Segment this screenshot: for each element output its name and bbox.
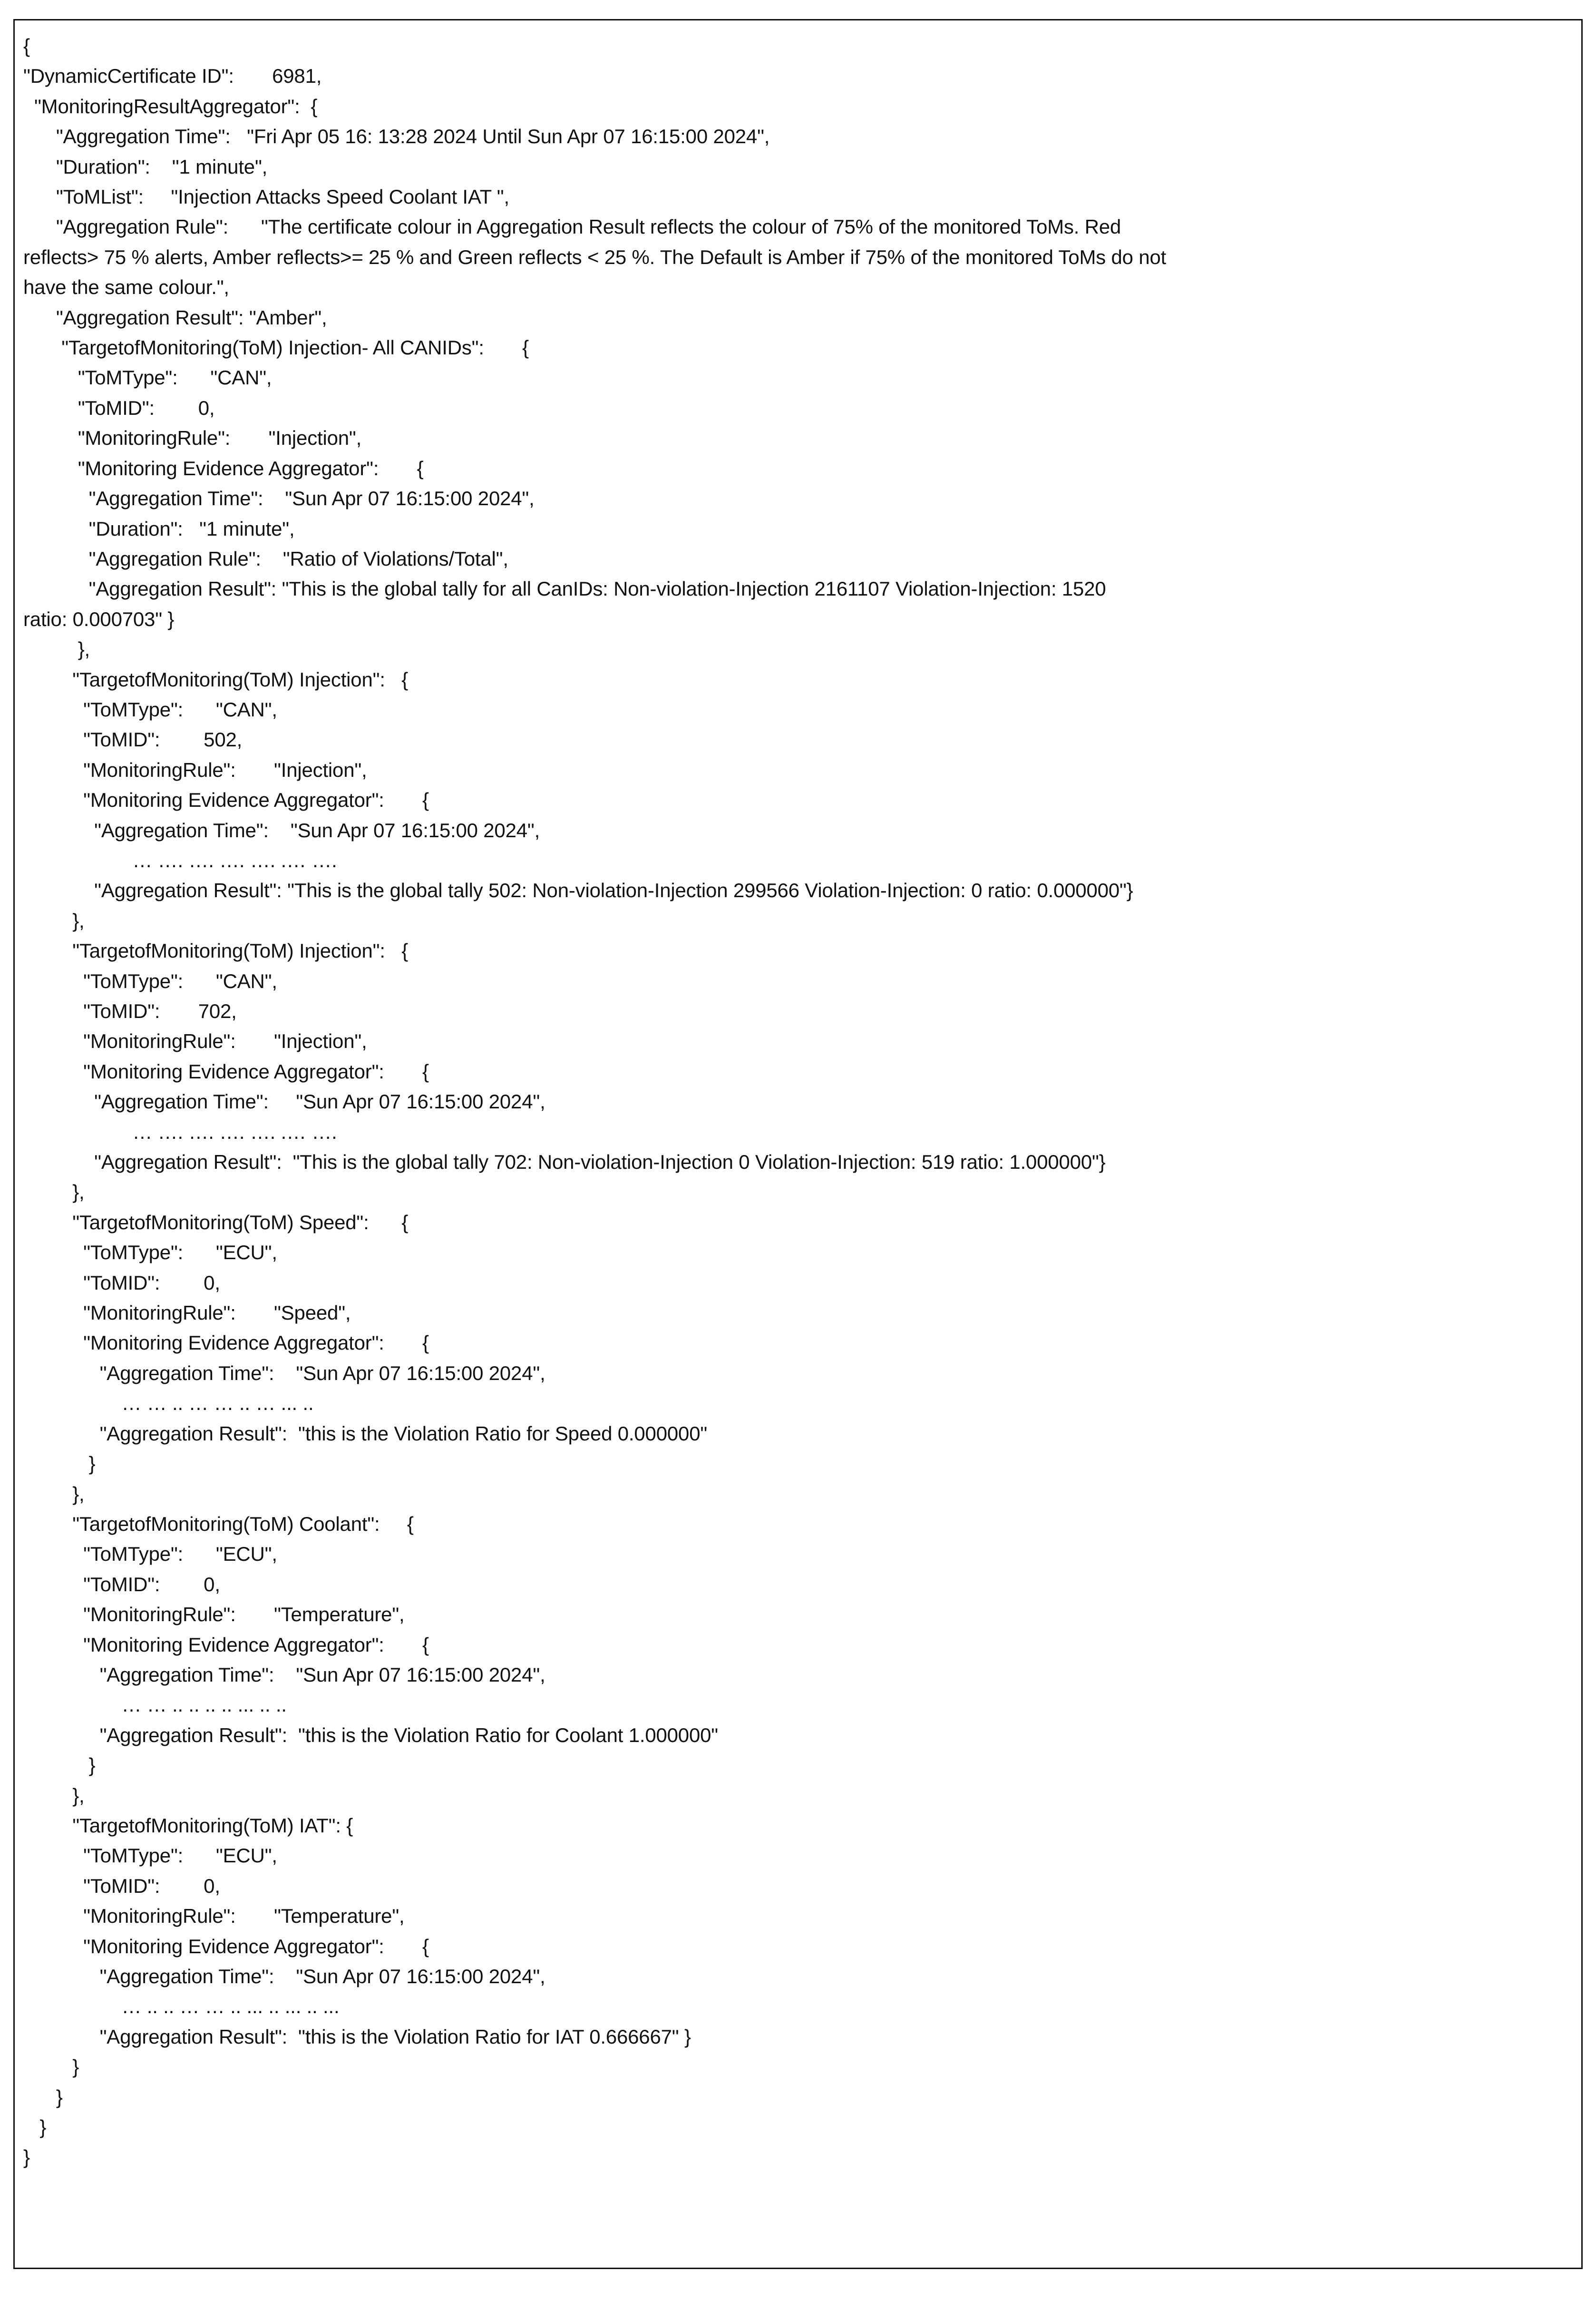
tom-close-3 — [23, 1479, 1577, 1509]
json-listing-body — [15, 20, 1581, 2177]
tom-close-text-2: }, — [72, 1181, 85, 1204]
aggregator-tomlist-line — [23, 182, 1577, 212]
spacer — [236, 759, 274, 781]
indent — [23, 1090, 94, 1113]
tomid-key-1: "ToMID": — [83, 728, 160, 751]
monitoringrule-key-0: "MonitoringRule": — [78, 427, 231, 450]
tom-inner-close-4 — [23, 1750, 1577, 1780]
agg-result-key-3: "Aggregation Result": — [99, 1422, 288, 1445]
certificate-id-value: 6981, — [272, 65, 322, 88]
indent — [23, 1513, 72, 1535]
tom-tomtype-3 — [23, 1237, 1577, 1267]
tom-agg-result-1 — [23, 875, 1577, 905]
indent — [23, 336, 61, 359]
indent — [23, 759, 83, 781]
agg-result-key-2: "Aggregation Result": — [94, 1151, 282, 1174]
tom-inner-close-5 — [23, 2052, 1577, 2082]
ellipsis-text-3: … … .. … … .. … ... .. — [121, 1392, 314, 1415]
agg-result-text-4: "this is the Violation Ratio for Coolant 1.000000" — [298, 1723, 718, 1746]
monitoringrule-key-3: "MonitoringRule": — [83, 1302, 236, 1324]
indent — [23, 156, 56, 178]
indent — [23, 186, 56, 208]
spacer — [236, 1905, 274, 1927]
tom-header-text-4: "TargetofMonitoring(ToM) Coolant": { — [72, 1512, 414, 1535]
tomtype-value-0: "CAN", — [210, 366, 272, 389]
tom-close-2 — [23, 1177, 1577, 1207]
indent — [23, 1000, 83, 1022]
tom-tomid-2 — [23, 996, 1577, 1026]
agg-time-key-1: "Aggregation Time": — [94, 819, 269, 842]
agg-time-value-4: "Sun Apr 07 16:15:00 2024", — [296, 1663, 545, 1686]
monitoringrule-key-5: "MonitoringRule": — [83, 1905, 236, 1928]
indent — [23, 306, 56, 329]
indent — [23, 819, 94, 842]
indent — [23, 1995, 121, 2017]
tom-tomtype-0 — [23, 362, 1577, 392]
tomlist-value: "Injection Attacks Speed Coolant IAT ", — [171, 186, 509, 208]
spacer — [282, 1151, 293, 1173]
tom-agg-result-3 — [23, 1419, 1577, 1449]
spacer — [183, 518, 199, 540]
indent — [23, 1724, 100, 1746]
indent — [23, 1272, 83, 1294]
agg-result-key-0: "Aggregation Result": — [88, 577, 277, 600]
tom-monitoringrule-2 — [23, 1026, 1577, 1056]
tom-monitoringrule-0 — [23, 423, 1577, 453]
tom-duration-0 — [23, 514, 1577, 544]
tom-tomid-5 — [23, 1871, 1577, 1901]
tom-header-5 — [23, 1811, 1577, 1840]
aggregation-rule-line-1 — [23, 212, 1577, 242]
tom-evidence-4 — [23, 1630, 1577, 1660]
spacer — [183, 698, 216, 721]
indent — [23, 1905, 83, 1927]
spacer — [269, 819, 291, 842]
indent — [23, 728, 83, 751]
indent — [23, 427, 78, 449]
tom-close-text-1: }, — [72, 909, 85, 932]
tom-inner-close-3 — [23, 1449, 1577, 1478]
evidence-key-0: "Monitoring Evidence Aggregator": { — [78, 457, 424, 480]
spacer — [243, 306, 249, 329]
tom-close-0 — [23, 634, 1577, 664]
tom-header-1 — [23, 665, 1577, 695]
tom-ellipsis-4 — [23, 1690, 1577, 1720]
agg-time-value-3: "Sun Apr 07 16:15:00 2024", — [296, 1361, 545, 1384]
tom-header-text-1: "TargetofMonitoring(ToM) Injection": { — [72, 668, 409, 691]
indent — [23, 1754, 89, 1776]
indent — [23, 1935, 83, 1957]
tom-ellipsis-3 — [23, 1388, 1577, 1418]
spacer — [276, 577, 282, 600]
closing-brace-level1-text: } — [39, 2116, 47, 2139]
aggregation-rule-line-2: reflects> 75 % alerts, Amber reflects>= 25 % and Green reflects < 25 %. The Default is Amber if 75% of the monitored ToMs do not — [23, 245, 1167, 268]
indent — [23, 1543, 83, 1565]
aggregator-time-line — [23, 121, 1577, 151]
tomid-value-4: 0, — [204, 1573, 220, 1595]
tom-header-3 — [23, 1207, 1577, 1237]
indent — [23, 940, 72, 962]
spacer — [183, 1844, 216, 1867]
evidence-key-5: "Monitoring Evidence Aggregator": { — [83, 1935, 429, 1957]
tomid-value-3: 0, — [204, 1271, 220, 1294]
tom-tomid-0 — [23, 393, 1577, 423]
indent — [23, 1603, 83, 1625]
ellipsis-text-4: … … .. .. .. .. ... .. .. — [121, 1693, 287, 1716]
monitoringrule-key-1: "MonitoringRule": — [83, 758, 236, 781]
tom-header-text-3: "TargetofMonitoring(ToM) Speed": { — [72, 1211, 409, 1233]
tom-ellipsis-5 — [23, 1991, 1577, 2021]
tom-agg-rule-0 — [23, 544, 1577, 574]
indent — [23, 1151, 94, 1173]
indent — [23, 487, 89, 509]
tom-header-2 — [23, 936, 1577, 966]
spacer — [183, 1543, 216, 1565]
ellipsis-text-1: … …. …. …. …. .… …. — [132, 849, 337, 871]
tomid-key-2: "ToMID": — [83, 1000, 160, 1022]
indent — [23, 1422, 100, 1445]
tomtype-key-5: "ToMType": — [83, 1844, 184, 1867]
indent — [23, 1302, 83, 1324]
agg-result-key-4: "Aggregation Result": — [99, 1723, 288, 1746]
spacer — [231, 125, 247, 147]
agg-result-text-0: "This is the global tally for all CanIDs: Non-violation-Injection 2161107 Violation-Injection: 1520 — [282, 577, 1106, 600]
tom-evidence-3 — [23, 1328, 1577, 1358]
root-open-brace: { — [23, 35, 30, 57]
ellipsis-text-2: … …. …. …. …. .… …. — [132, 1120, 337, 1143]
tom-tomtype-2 — [23, 966, 1577, 996]
tomid-value-5: 0, — [204, 1874, 220, 1897]
monitoringrule-value-3: "Speed", — [274, 1302, 351, 1324]
tomid-value-2: 702, — [198, 1000, 237, 1022]
spacer — [274, 1362, 296, 1384]
tomtype-value-4: "ECU", — [215, 1543, 277, 1566]
aggregation-result-line — [23, 303, 1577, 333]
indent — [23, 1634, 83, 1656]
spacer — [236, 1030, 274, 1052]
indent — [23, 1844, 83, 1867]
spacer — [228, 215, 261, 238]
agg-result-key-1: "Aggregation Result": — [94, 879, 282, 902]
tomlist-key: "ToMList": — [56, 186, 144, 208]
indent — [23, 1693, 121, 1716]
indent — [23, 1965, 100, 1987]
aggregation-result-value: "Amber", — [249, 306, 327, 329]
tom-agg-time-1 — [23, 815, 1577, 845]
duration-value: "1 minute", — [172, 155, 268, 178]
indent — [23, 1121, 132, 1143]
indent — [23, 2086, 56, 2108]
indent — [23, 1875, 83, 1897]
closing-brace-level1 — [23, 2112, 1577, 2142]
spacer — [178, 366, 211, 389]
indent — [23, 1060, 83, 1083]
indent — [23, 215, 56, 238]
tomtype-key-1: "ToMType": — [83, 698, 184, 721]
tom-evidence-1 — [23, 785, 1577, 815]
indent — [23, 518, 89, 540]
agg-time-key-4: "Aggregation Time": — [99, 1663, 274, 1686]
tomid-key-3: "ToMID": — [83, 1271, 160, 1294]
agg-time-key-5: "Aggregation Time": — [99, 1965, 274, 1987]
agg-result-text-5: "this is the Violation Ratio for IAT 0.666667" } — [298, 2025, 691, 2048]
monitoringrule-value-0: "Injection", — [268, 427, 362, 450]
monitoringrule-value-4: "Temperature", — [274, 1603, 405, 1626]
spacer — [160, 1000, 198, 1022]
indent — [23, 1392, 121, 1414]
agg-rule-value-0: "Ratio of Violations/Total", — [282, 547, 508, 570]
indent — [23, 638, 78, 660]
spacer — [160, 728, 204, 751]
tomid-value-0: 0, — [198, 396, 215, 419]
agg-result-text-1: "This is the global tally 502: Non-violation-Injection 299566 Violation-Injection: 0 ratio: 0.000000"} — [287, 879, 1133, 902]
spacer — [236, 1302, 274, 1324]
indent — [23, 1483, 72, 1505]
tom-monitoringrule-5 — [23, 1901, 1577, 1931]
evidence-key-4: "Monitoring Evidence Aggregator": { — [83, 1633, 429, 1656]
duration-key-0: "Duration": — [88, 517, 183, 540]
tom-agg-result-cont-0: ratio: 0.000703" } — [23, 607, 175, 630]
evidence-key-1: "Monitoring Evidence Aggregator": { — [83, 789, 429, 812]
spacer — [274, 1664, 296, 1686]
indent — [23, 1241, 83, 1263]
spacer — [183, 1241, 216, 1263]
spacer — [160, 1573, 204, 1595]
evidence-key-3: "Monitoring Evidence Aggregator": { — [83, 1331, 429, 1354]
indent — [23, 1814, 72, 1837]
agg-result-text-3: "this is the Violation Ratio for Speed 0.000000" — [298, 1422, 708, 1445]
indent — [23, 1784, 72, 1807]
aggregator-key: "MonitoringResultAggregator": { — [34, 95, 318, 117]
tom-tomtype-1 — [23, 695, 1577, 724]
tomid-value-1: 502, — [204, 728, 243, 751]
spacer — [282, 879, 287, 901]
closing-brace-level2 — [23, 2082, 1577, 2112]
tomtype-key-0: "ToMType": — [78, 366, 178, 389]
agg-time-value-2: "Sun Apr 07 16:15:00 2024", — [296, 1090, 545, 1113]
indent — [23, 2116, 39, 2138]
duration-value-0: "1 minute", — [199, 517, 295, 540]
spacer — [183, 970, 216, 992]
spacer — [287, 1422, 298, 1445]
indent — [23, 577, 89, 600]
indent — [23, 457, 78, 480]
indent — [23, 1664, 100, 1686]
tom-agg-result-5 — [23, 2022, 1577, 2052]
aggregation-time-key: "Aggregation Time": — [56, 125, 231, 148]
spacer — [274, 1965, 296, 1987]
spacer — [287, 2026, 298, 2048]
tomtype-value-2: "CAN", — [215, 969, 277, 992]
tom-monitoringrule-1 — [23, 755, 1577, 785]
indent — [23, 668, 72, 691]
indent — [23, 1452, 89, 1475]
agg-time-key-3: "Aggregation Time": — [99, 1361, 274, 1384]
tom-close-1 — [23, 906, 1577, 936]
agg-time-key-0: "Aggregation Time": — [88, 487, 263, 510]
closing-brace-level2-text: } — [56, 2085, 63, 2108]
indent — [23, 879, 94, 901]
tom-header-text-2: "TargetofMonitoring(ToM) Injection": { — [72, 940, 409, 962]
tom-tomid-4 — [23, 1569, 1577, 1599]
indent — [23, 1181, 72, 1203]
indent — [23, 397, 78, 419]
certificate-id-key: "DynamicCertificate ID": — [23, 65, 234, 88]
indent — [23, 970, 83, 992]
tom-agg-result-4 — [23, 1720, 1577, 1750]
aggregation-rule-line-3: have the same colour.", — [23, 276, 229, 299]
indent — [23, 910, 72, 932]
agg-time-key-2: "Aggregation Time": — [94, 1090, 269, 1113]
monitoringrule-value-2: "Injection", — [274, 1030, 367, 1053]
monitoringrule-key-4: "MonitoringRule": — [83, 1603, 236, 1626]
indent — [23, 1211, 72, 1233]
tomid-key-4: "ToMID": — [83, 1573, 160, 1595]
indent — [23, 698, 83, 721]
indent — [23, 1362, 100, 1384]
ellipsis-text-5: … .. .. … … .. ... .. ... .. ... — [121, 1995, 340, 2018]
tom-inner-close-text-5: } — [72, 2055, 79, 2078]
tom-ellipsis-1 — [23, 845, 1577, 875]
tom-ellipsis-2 — [23, 1117, 1577, 1147]
spacer — [261, 548, 283, 570]
tom-tomtype-4 — [23, 1539, 1577, 1569]
agg-time-value-1: "Sun Apr 07 16:15:00 2024", — [290, 819, 540, 842]
spacer — [230, 427, 268, 449]
tom-close-4 — [23, 1781, 1577, 1811]
dynamic-certificate-id-line — [23, 61, 1577, 91]
tom-monitoringrule-3 — [23, 1298, 1577, 1328]
tom-agg-time-3 — [23, 1358, 1577, 1388]
tom-close-text-3: }, — [72, 1482, 85, 1505]
tom-header-text-0: "TargetofMonitoring(ToM) Injection- All CANIDs": { — [61, 336, 529, 359]
tom-evidence-5 — [23, 1931, 1577, 1961]
tom-header-0 — [23, 333, 1577, 362]
indent — [23, 95, 34, 117]
json-listing-frame — [13, 19, 1583, 2269]
spacer — [236, 1603, 274, 1625]
tom-tomid-1 — [23, 724, 1577, 754]
tom-evidence-2 — [23, 1057, 1577, 1086]
aggregation-rule-key: "Aggregation Rule": — [56, 215, 229, 238]
tomtype-key-4: "ToMType": — [83, 1543, 184, 1566]
aggregation-rule-text-1: "The certificate colour in Aggregation Result reflects the colour of 75% of the monitored ToMs. Red — [261, 215, 1121, 238]
tom-tomtype-5 — [23, 1840, 1577, 1870]
tomtype-value-3: "ECU", — [215, 1241, 277, 1264]
tom-close-text-4: }, — [72, 1784, 85, 1807]
indent — [23, 789, 83, 811]
root-close-brace: } — [23, 2146, 30, 2169]
spacer — [160, 1875, 204, 1897]
tom-agg-time-2 — [23, 1086, 1577, 1116]
tom-agg-time-4 — [23, 1660, 1577, 1690]
spacer — [160, 1272, 204, 1294]
aggregation-result-key: "Aggregation Result": — [56, 306, 244, 329]
spacer — [287, 1724, 298, 1746]
monitoringrule-value-5: "Temperature", — [274, 1905, 405, 1928]
duration-key: "Duration": — [56, 155, 150, 178]
spacer — [263, 487, 285, 509]
agg-result-key-5: "Aggregation Result": — [99, 2025, 288, 2048]
tom-evidence-0 — [23, 453, 1577, 483]
indent — [23, 849, 132, 871]
agg-result-text-2: "This is the global tally 702: Non-violation-Injection 0 Violation-Injection: 519 ratio: 1.000000"} — [292, 1151, 1106, 1174]
agg-rule-key-0: "Aggregation Rule": — [88, 547, 261, 570]
spacer — [150, 156, 172, 178]
spacer — [144, 186, 171, 208]
aggregation-time-value: "Fri Apr 05 16: 13:28 2024 Until Sun Apr 07 16:15:00 2024", — [247, 125, 770, 148]
tom-inner-close-text-3: } — [88, 1452, 96, 1475]
spacer — [234, 65, 272, 87]
indent — [23, 125, 56, 147]
tom-header-text-5: "TargetofMonitoring(ToM) IAT": { — [72, 1814, 353, 1837]
tomtype-value-5: "ECU", — [215, 1844, 277, 1867]
indent — [23, 1030, 83, 1052]
aggregator-duration-line — [23, 152, 1577, 182]
tom-agg-time-5 — [23, 1961, 1577, 1991]
indent — [23, 548, 89, 570]
tom-close-text-0: }, — [78, 638, 90, 661]
tomtype-value-1: "CAN", — [215, 698, 277, 721]
tom-tomid-3 — [23, 1268, 1577, 1298]
indent — [23, 1573, 83, 1595]
tomtype-key-2: "ToMType": — [83, 969, 184, 992]
tomtype-key-3: "ToMType": — [83, 1241, 184, 1264]
tom-monitoringrule-4 — [23, 1599, 1577, 1629]
monitoringrule-key-2: "MonitoringRule": — [83, 1030, 236, 1053]
indent — [23, 2026, 100, 2048]
indent — [23, 2055, 72, 2078]
tom-agg-result-2 — [23, 1147, 1577, 1177]
spacer — [269, 1090, 296, 1113]
tom-inner-close-text-4: } — [88, 1754, 96, 1777]
evidence-key-2: "Monitoring Evidence Aggregator": { — [83, 1060, 429, 1083]
tom-header-4 — [23, 1509, 1577, 1539]
tomid-key-0: "ToMID": — [78, 396, 155, 419]
agg-time-value-0: "Sun Apr 07 16:15:00 2024", — [285, 487, 535, 510]
indent — [23, 366, 78, 389]
monitoringrule-value-1: "Injection", — [274, 758, 367, 781]
tom-agg-time-0 — [23, 483, 1577, 513]
tomid-key-5: "ToMID": — [83, 1874, 160, 1897]
agg-time-value-5: "Sun Apr 07 16:15:00 2024", — [296, 1965, 545, 1987]
tom-agg-result-0 — [23, 574, 1577, 604]
indent — [23, 1331, 83, 1354]
spacer — [155, 397, 198, 419]
aggregator-key-line — [23, 91, 1577, 121]
